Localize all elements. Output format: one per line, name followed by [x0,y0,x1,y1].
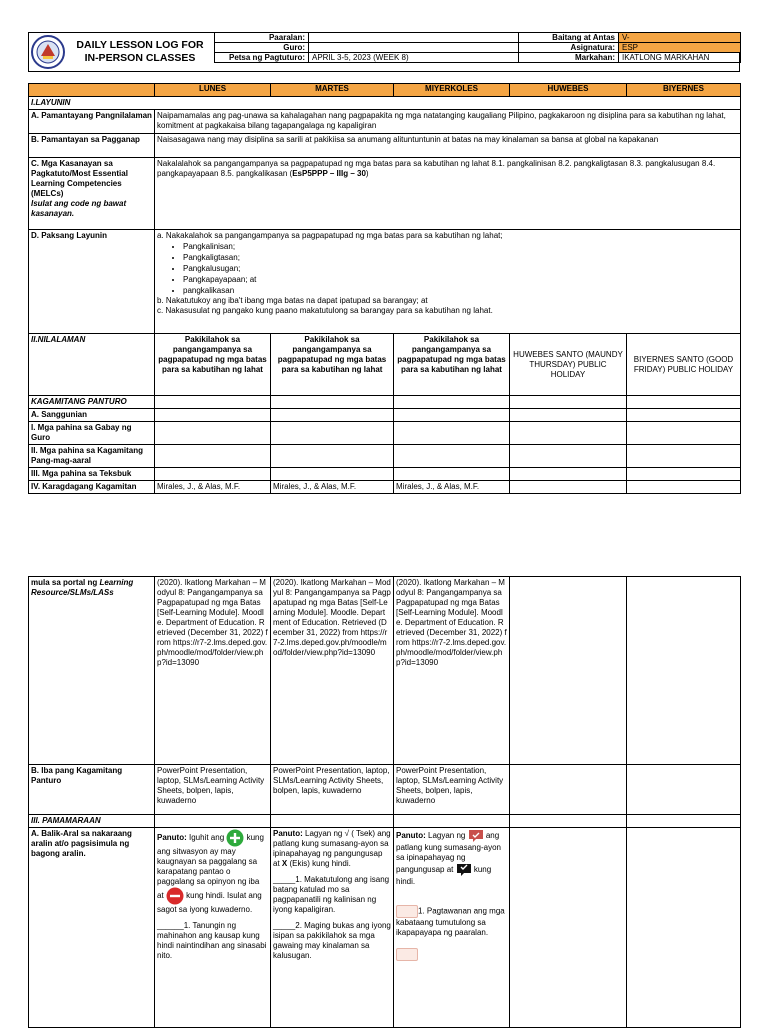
paaralan-label: Paaralan: [215,33,309,43]
author-wed: Mirales, J., & Alas, M.F. [394,481,510,494]
markahan-value: IKATLONG MARKAHAN [619,53,741,63]
title-line-1: DAILY LESSON LOG FOR [76,39,204,51]
instruction-mon-3: kung hindi. Isulat ang sagot sa iyong kuwaderno. [157,891,262,914]
instruction-tue-1: Lagyan ng √ ( Tsek) ang patlang kung sumasang-ayon sa ipinapahayag ng pangungusap at [273,829,391,868]
reference-mon: (2020). Ikatlong Markahan – Modyul 8: Pangangampanya sa Pagpapatupad ng mga Batas [Self-Learning Module]. Moodle. Department of Education. Retrieved (December 31, 2022) from https://r7-2.lms.deped.gov.ph/moodle/mod/folder/view.php?id=13090 [155,577,271,765]
reference-wed: (2020). Ikatlong Markahan – Modyul 8: Pangangampanya sa Pagpapatupad ng mga Batas [Self-Learning Module]. Moodle. Department of Education. Retrieved (December 31, 2022) from https://r7-2.lms.deped.gov.ph/moodle/mod/folder/view.php?id=13090 [394,577,510,765]
melc-close: ) [365,169,369,178]
nilalaman-label: II.NILALAMAN [29,334,155,396]
petsa-label: Petsa ng Pagtuturo: [215,53,309,63]
paksang-layunin-label: D. Paksang Layunin [29,230,155,334]
balik-aral-label: A. Balik-Aral sa nakaraang aralin at/o pagsisimula ng bagong aralin. [29,828,155,1028]
layunin-section: I.LAYUNIN [29,97,741,110]
title-line-2: IN-PERSON CLASSES [84,52,196,64]
objective-a: a. Nakakalahok sa pangangampanya sa pagpapatupad ng mga batas para sa kabutihan ng lahat; [157,231,503,240]
balik-aral-tue [271,828,394,1028]
panuto-mon: Panuto: [157,833,187,843]
portal-label-italic: Learning Resource/SLMs/LASs [31,578,134,597]
guro-value [309,43,519,53]
baitang-label: Baitang at Antas [519,33,619,43]
lesson-table-page2 [28,576,741,1028]
header-info-grid [214,32,740,72]
item-wed-1: 1. Pagtawanan ang mga kabataang tumutulong sa ikapapayapa ng paaralan. [396,906,505,937]
instruction-wed-1: Lagyan ng [425,831,468,841]
markahan-label: Markahan: [519,53,619,63]
melc-text-cell [155,158,741,230]
author-mon: Mirales, J., & Alas, M.F. [155,481,271,494]
lesson-table-page1 [28,83,741,494]
asignatura-value: ESP [619,43,741,53]
day-mon: LUNES [155,84,271,97]
baitang-value: V- [619,33,741,43]
thumbs-up-bubble-icon [468,829,484,843]
panuto-tue: Panuto: [273,829,303,838]
gabay-guro-label: I. Mga pahina sa Gabay ng Guro [29,422,155,445]
pagganap-label: B. Pamantayan sa Pagganap [29,134,155,158]
day-fri: BIYERNES [627,84,741,97]
balik-aral-wed [394,828,510,1028]
teksbuk-label: III. Mga pahina sa Teksbuk [29,468,155,481]
answer-box [396,948,418,961]
instruction-tue-x: X [281,859,288,868]
melc-text: Nakalalahok sa pangangampanya sa pagpapatupad ng mga batas para sa kabutihan ng lahat 8.1. pangkalinisan 8.2. pangkaligtasan 8.3. pangkalusugan 8.4. pangkapayapaan 8.5. pangkalikasan ( [157,159,716,178]
corner-cell [29,84,155,97]
iba-pang-kagamitan-label: B. Iba pang Kagamitang Panturo [29,765,155,815]
objective-item: • Pangkalinisan; [183,241,738,252]
guro-label: Guro: [215,43,309,53]
author-tue: Mirales, J., & Alas, M.F. [271,481,394,494]
reference-tue: (2020). Ikatlong Markahan – Modyul 8: Pangangampanya sa Pagpapatupad ng mga Batas [Self-Learning Module]. Moodle. Department of Education. Retrieved (December 31, 2022) from https://r7-2.lms.deped.gov.ph/moodle/mod/folder/view.php?id=13090 [271,577,394,765]
instruction-wed-2: ang patlang kung sumasang-ayon sa ipinapahayag ng pangungusap at [396,831,501,875]
minus-circle-icon [166,887,184,905]
asignatura-label: Asignatura: [519,43,619,53]
objective-item: • Pangkapayapaan; at [183,274,738,285]
materials-mon: PowerPoint Presentation, laptop, SLMs/Learning Activity Sheets, bolpen, lapis, kuwaderno [155,765,271,815]
answer-box [396,905,418,918]
panuto-wed: Panuto: [396,831,426,841]
portal-label: mula sa portal ng [31,578,100,587]
objective-item: • Pangkalusugan; [183,263,738,274]
item-tue-1: _____1. Makatutulong ang isang batang katulad mo sa pagpapanatili ng kalinisan ng iyong kapaligiran. [273,875,390,914]
kagamitang-mag-aaral-label: II. Mga pahina sa Kagamitang Pang-mag-aaral [29,445,155,468]
instruction-mon-1: Iguhit ang [186,833,227,843]
deped-seal-icon [30,34,66,70]
day-tue: MARTES [271,84,394,97]
objective-item: • Pangkaligtasan; [183,252,738,263]
melc-code: EsP5PPP – IIIg – 30 [292,169,366,178]
kagamitan-label: KAGAMITANG PANTURO [29,396,155,409]
lesson-mon: Pakikilahok sa pangangampanya sa pagpapatupad ng mga batas para sa kabutihan ng lahat [155,334,271,396]
day-wed: MIYERKOLES [394,84,510,97]
paksang-layunin-cell [155,230,741,334]
instruction-tue-2: (Ekis) kung hindi. [287,859,351,868]
holiday-fri: BIYERNES SANTO (GOOD FRIDAY) PUBLIC HOLIDAY [627,334,741,396]
instruction-wed-3: kung hindi. [396,865,492,886]
lesson-tue: Pakikilahok sa pangangampanya sa pagpapatupad ng mga batas para sa kabutihan ng lahat [271,334,394,396]
instruction-mon-2: kung ang sitwasyon ay may kaugnayan sa paggalang sa karapatang pantao o paggalang sa opinyon ng iba at [157,833,264,901]
objective-item: • pangkalikasan [183,285,738,296]
melc-label: C. Mga Kasanayan sa Pagkatuto/Most Essential Learning Competencies (MELCs) [31,159,128,198]
thumbs-down-bubble-icon [456,863,472,877]
karagdagang-label: IV. Karagdagang Kagamitan [29,481,155,494]
balik-aral-mon [155,828,271,1028]
portal-label-cell [29,577,155,765]
melc-note: Isulat ang code ng bawat kasanayan. [31,199,127,218]
sanggunian-label: A. Sanggunian [29,409,155,422]
materials-wed: PowerPoint Presentation, laptop, SLMs/Learning Activity Sheets, bolpen, lapis, kuwaderno [394,765,510,815]
holiday-thu: HUWEBES SANTO (MAUNDY THURSDAY) PUBLIC HOLIDAY [510,334,627,396]
objective-list [157,241,738,296]
day-thu: HUWEBES [510,84,627,97]
pagganap-text: Naisasagawa nang may disiplina sa sarili at pakikiisa sa anumang alituntuntunin at batas na may kinalaman sa bansa at global na kapakanan [155,134,741,158]
melc-label-cell [29,158,155,230]
objective-c: c. Nakasusulat ng pangako kung paano makatutulong sa barangay para sa kabutihan ng lahat. [157,306,493,315]
objective-b: b. Nakatutukoy ang iba't ibang mga batas na dapat ipatupad sa barangay; at [157,296,428,305]
materials-tue: PowerPoint Presentation, laptop, SLMs/Learning Activity Sheets, bolpen, lapis, kuwaderno [271,765,394,815]
pamantayang-label: A. Pamantayang Pangnilalaman [29,110,155,134]
item-tue-2: _____2. Maging bukas ang iyong isipan sa pakikilahok sa mga gawaing may kinalaman sa kalusugan. [273,921,391,960]
petsa-value: APRIL 3-5, 2023 (WEEK 8) [309,53,519,63]
item-mon-1: ______1. Tanungin ng mahinahon ang kausap kung hindi naintindihan ang sinasabi nito. [157,921,267,960]
pamamaraan-label: III. PAMAMARAAN [29,815,155,828]
plus-circle-icon [226,829,244,847]
lesson-wed: Pakikilahok sa pangangampanya sa pagpapatupad ng mga batas para sa kabutihan ng lahat [394,334,510,396]
header-title [70,34,210,70]
days-header-row [29,84,741,97]
paaralan-value [309,33,519,43]
pamantayang-text: Naipamamalas ang pag-unawa sa kahalagahan nang pagpapakita ng mga natatanging kaugaliang Pilipino, pagkakaroon ng disiplina para sa kabutihan ng lahat, komitment at pagkakaisa bilang tagapangalaga ng kapaligiran [155,110,741,134]
